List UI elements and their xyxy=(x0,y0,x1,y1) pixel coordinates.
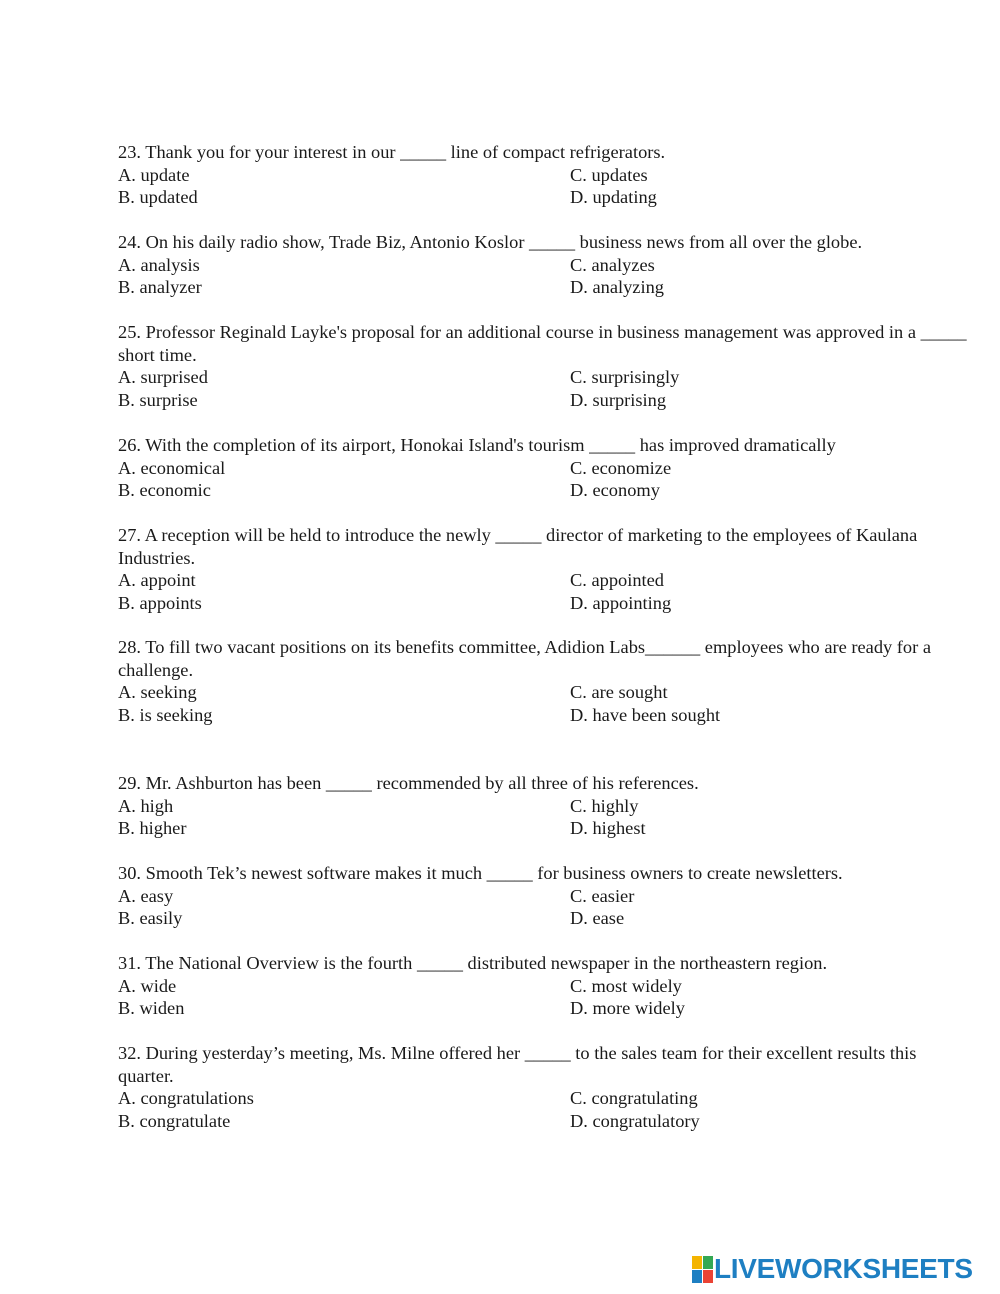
answer-options xyxy=(118,164,968,209)
option-d: D. congratulatory xyxy=(570,1110,700,1131)
question-29 xyxy=(118,772,968,840)
question-stem: 29. Mr. Ashburton has been _____ recommended by all three of his references. xyxy=(118,773,699,793)
option-c: C. updates xyxy=(570,164,648,185)
option-a: A. easy xyxy=(118,885,174,906)
answer-options xyxy=(118,366,968,411)
option-d: D. ease xyxy=(570,908,625,929)
answer-options xyxy=(118,681,968,726)
question-stem: 23. Thank you for your interest in our _____ line of compact refrigerators. xyxy=(118,142,666,162)
question-28 xyxy=(118,636,968,726)
option-b: B. higher xyxy=(118,818,187,839)
option-d: D. highest xyxy=(570,818,646,839)
question-30 xyxy=(118,862,968,930)
option-c: C. most widely xyxy=(570,975,682,996)
question-stem: 30. Smooth Tek’s newest software makes it much _____ for business owners to create newsletters. xyxy=(118,863,843,883)
option-c: C. highly xyxy=(570,795,639,816)
question-stem: 25. Professor Reginald Layke's proposal for an additional course in business management was approved in a _____ short time. xyxy=(118,322,967,365)
answer-options xyxy=(118,975,968,1020)
option-d: D. appointing xyxy=(570,592,672,613)
option-b: B. is seeking xyxy=(118,704,213,725)
answer-options xyxy=(118,885,968,930)
question-stem: 27. A reception will be held to introduce the newly _____ director of marketing to the employees of Kaulana Industries. xyxy=(118,525,918,568)
question-23 xyxy=(118,141,968,209)
option-b: B. updated xyxy=(118,187,198,208)
logo-icon xyxy=(692,1256,712,1282)
question-stem: 26. With the completion of its airport, Honokai Island's tourism _____ has improved dramatically xyxy=(118,435,836,455)
logo-text: LIVEWORKSHEETS xyxy=(714,1253,973,1284)
answer-options xyxy=(118,457,968,502)
option-a: A. economical xyxy=(118,457,226,478)
question-25 xyxy=(118,321,968,411)
option-d: D. analyzing xyxy=(570,277,664,298)
option-c: C. congratulating xyxy=(570,1088,698,1109)
question-31 xyxy=(118,952,968,1020)
logo-square-red xyxy=(703,1270,713,1283)
option-b: B. easily xyxy=(118,908,183,929)
option-b: B. appoints xyxy=(118,592,202,613)
question-stem: 31. The National Overview is the fourth _____ distributed newspaper in the northeastern region. xyxy=(118,953,828,973)
option-b: B. surprise xyxy=(118,389,198,410)
option-a: A. appoint xyxy=(118,570,196,591)
option-a: A. high xyxy=(118,795,174,816)
answer-options xyxy=(118,569,968,614)
question-32 xyxy=(118,1042,968,1132)
option-d: D. have been sought xyxy=(570,704,721,725)
liveworksheets-logo[interactable] xyxy=(692,1254,973,1284)
option-a: A. surprised xyxy=(118,367,208,388)
logo-square-green xyxy=(703,1256,713,1269)
option-c: C. appointed xyxy=(570,570,664,591)
option-a: A. seeking xyxy=(118,682,197,703)
option-c: C. surprisingly xyxy=(570,367,680,388)
question-24 xyxy=(118,231,968,299)
option-a: A. congratulations xyxy=(118,1088,254,1109)
option-a: A. wide xyxy=(118,975,177,996)
option-d: D. surprising xyxy=(570,389,667,410)
option-a: A. analysis xyxy=(118,254,200,275)
answer-options xyxy=(118,254,968,299)
option-c: C. are sought xyxy=(570,682,668,703)
question-stem: 32. During yesterday’s meeting, Ms. Milne offered her _____ to the sales team for their excellent results this quarter. xyxy=(118,1043,917,1086)
option-a: A. update xyxy=(118,164,190,185)
option-b: B. economic xyxy=(118,480,211,501)
option-d: D. more widely xyxy=(570,998,685,1019)
option-d: D. economy xyxy=(570,480,660,501)
question-stem: 28. To fill two vacant positions on its benefits committee, Adidion Labs______ employees who are ready for a challenge. xyxy=(118,637,932,680)
option-b: B. analyzer xyxy=(118,277,202,298)
question-27 xyxy=(118,524,968,614)
answer-options xyxy=(118,795,968,840)
answer-options xyxy=(118,1087,968,1132)
option-d: D. updating xyxy=(570,187,657,208)
logo-square-yellow xyxy=(692,1256,702,1269)
option-c: C. easier xyxy=(570,885,635,906)
option-b: B. widen xyxy=(118,998,185,1019)
question-26 xyxy=(118,434,968,502)
option-c: C. economize xyxy=(570,457,672,478)
question-stem: 24. On his daily radio show, Trade Biz, Antonio Koslor _____ business news from all over the globe. xyxy=(118,232,863,252)
logo-square-blue xyxy=(692,1270,702,1283)
option-c: C. analyzes xyxy=(570,254,655,275)
option-b: B. congratulate xyxy=(118,1110,231,1131)
